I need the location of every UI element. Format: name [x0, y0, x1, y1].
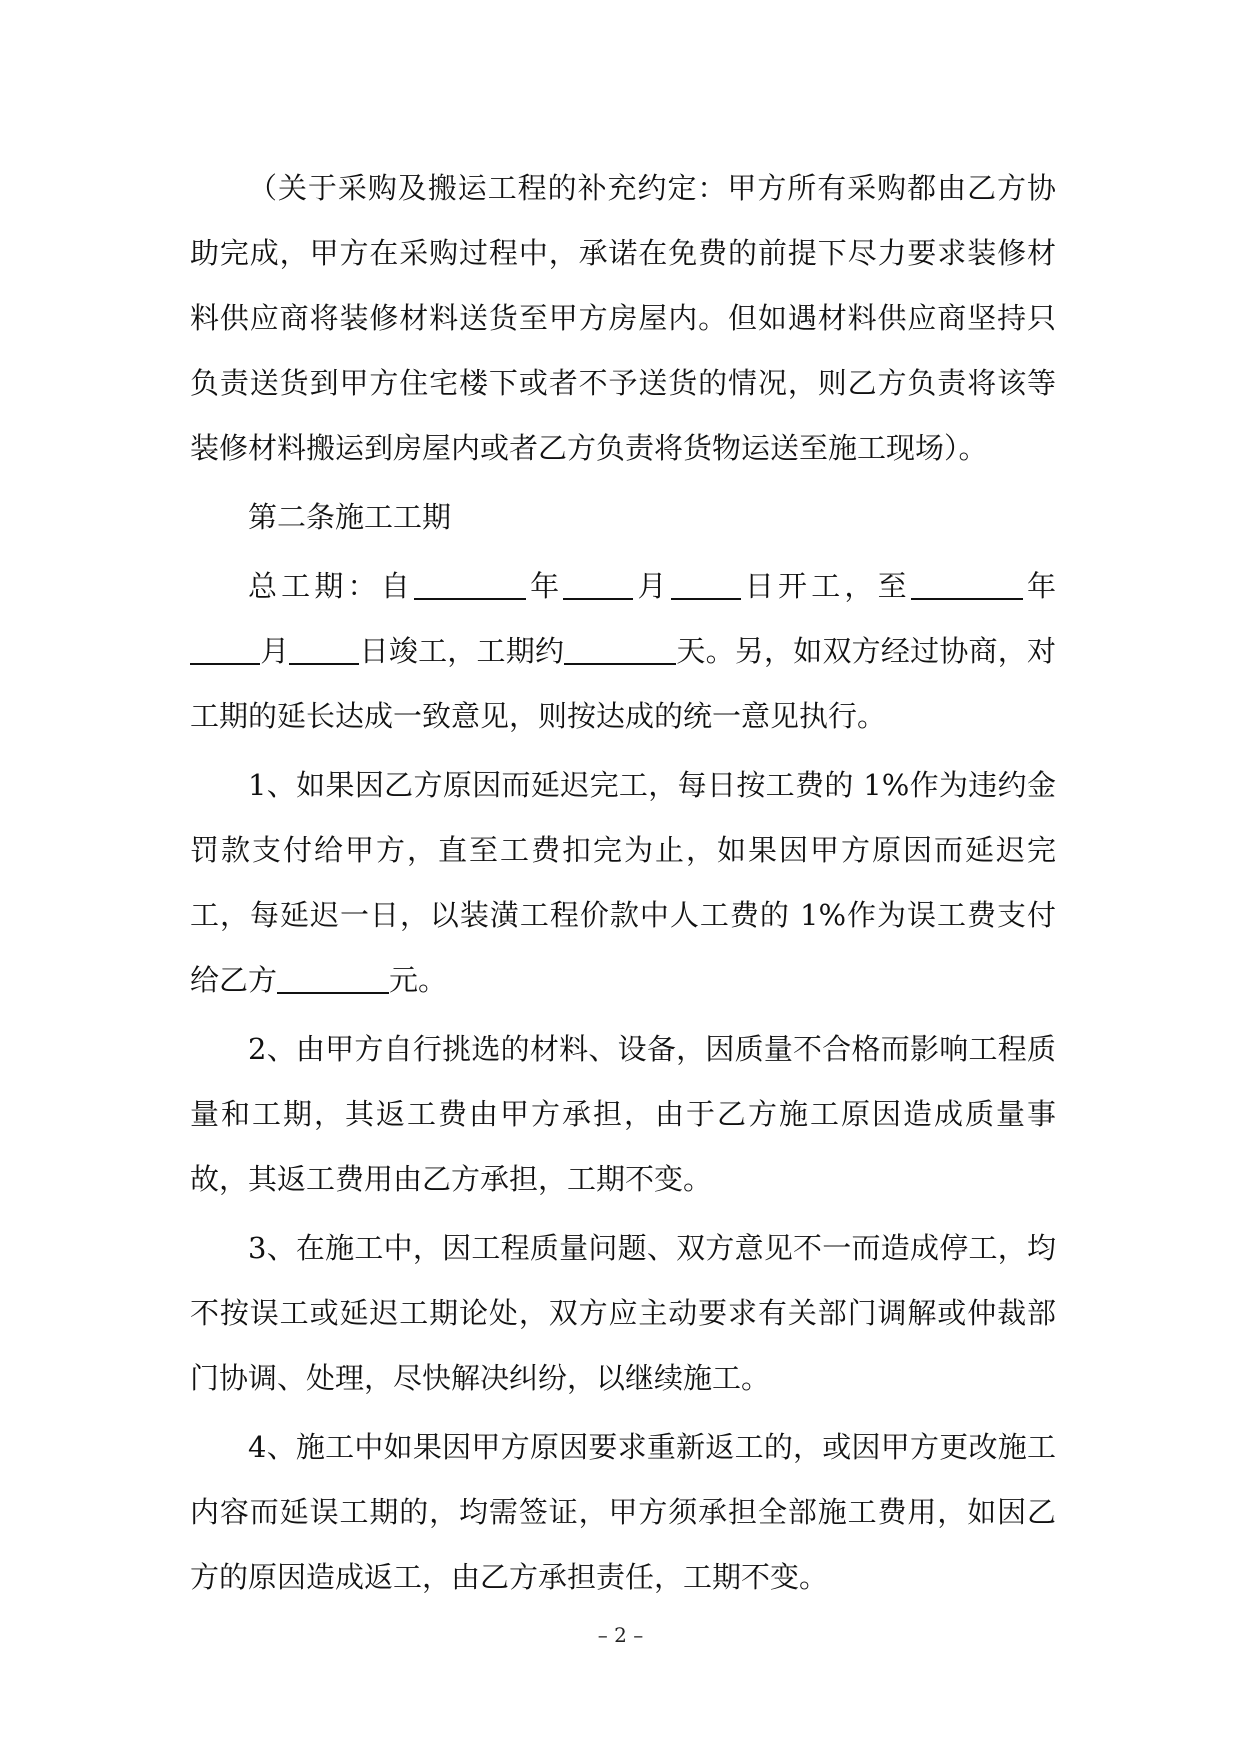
blank-end-year — [911, 568, 1023, 600]
blank-start-year — [414, 568, 526, 600]
text-segment: 1、如果因乙方原因而延迟完工，每日按工费的 1%作为违约金罚款支付给甲方，直至工费扣完为止，如果因甲方原因而延迟完工，每延迟一日，以装潢工程价款中人工费的 1%作为误工费支付给乙方 — [190, 768, 1056, 997]
document-body — [190, 156, 1056, 1614]
paragraph-total-period — [190, 554, 1056, 749]
text-segment: 总工期：自 — [248, 569, 414, 603]
page-number: – 2 – — [597, 1623, 644, 1647]
blank-start-day — [671, 568, 741, 600]
text-segment: 日开工，至 — [740, 569, 911, 603]
clause-3-dispute-resolution: 3、在施工中，因工程质量问题、双方意见不一而造成停工，均不按误工或延迟工期论处，双方应主动要求有关部门调解或仲裁部门协调、处理，尽快解决纠纷，以继续施工。 — [190, 1231, 1056, 1395]
text-segment: 天。另，如双方经过协商，对工期的延长达成一致意见，则按达成的统一意见执行。 — [190, 634, 1056, 733]
paragraph-procurement-supplement: （关于采购及搬运工程的补充约定：甲方所有采购都由乙方协助完成，甲方在采购过程中，承诺在免费的前提下尽力要求装修材料供应商将装修材料送货至甲方房屋内。但如遇材料供应商坚持只负责送货到甲方住宅楼下或者不予送货的情况，则乙方负责将该等装修材料搬运到房屋内或者乙方负责将货物运送至施工现场）。 — [190, 171, 1056, 465]
text-segment: 月 — [633, 569, 671, 603]
clause-4-rework: 4、施工中如果因甲方原因要求重新返工的，或因甲方更改施工内容而延误工期的，均需签证，甲方须承担全部施工费用，如因乙方的原因造成返工，由乙方承担责任，工期不变。 — [190, 1430, 1056, 1594]
text-segment: 元。 — [389, 963, 448, 997]
blank-duration-days — [564, 633, 676, 665]
text-segment: 月 — [260, 634, 290, 668]
text-segment: 年 — [1022, 569, 1056, 603]
clause-2-material-quality: 2、由甲方自行挑选的材料、设备，因质量不合格而影响工程质量和工期，其返工费由甲方承担，由于乙方施工原因造成质量事故，其返工费用由乙方承担，工期不变。 — [190, 1032, 1056, 1196]
blank-amount — [277, 962, 389, 994]
section-heading-construction-period: 第二条施工工期 — [248, 500, 452, 534]
blank-start-month — [563, 568, 633, 600]
text-segment: 年 — [525, 569, 564, 603]
blank-end-day — [289, 633, 359, 665]
clause-1-delay-penalty — [190, 753, 1056, 1013]
blank-end-month — [190, 633, 260, 665]
text-segment: 日竣工，工期约 — [359, 634, 565, 668]
